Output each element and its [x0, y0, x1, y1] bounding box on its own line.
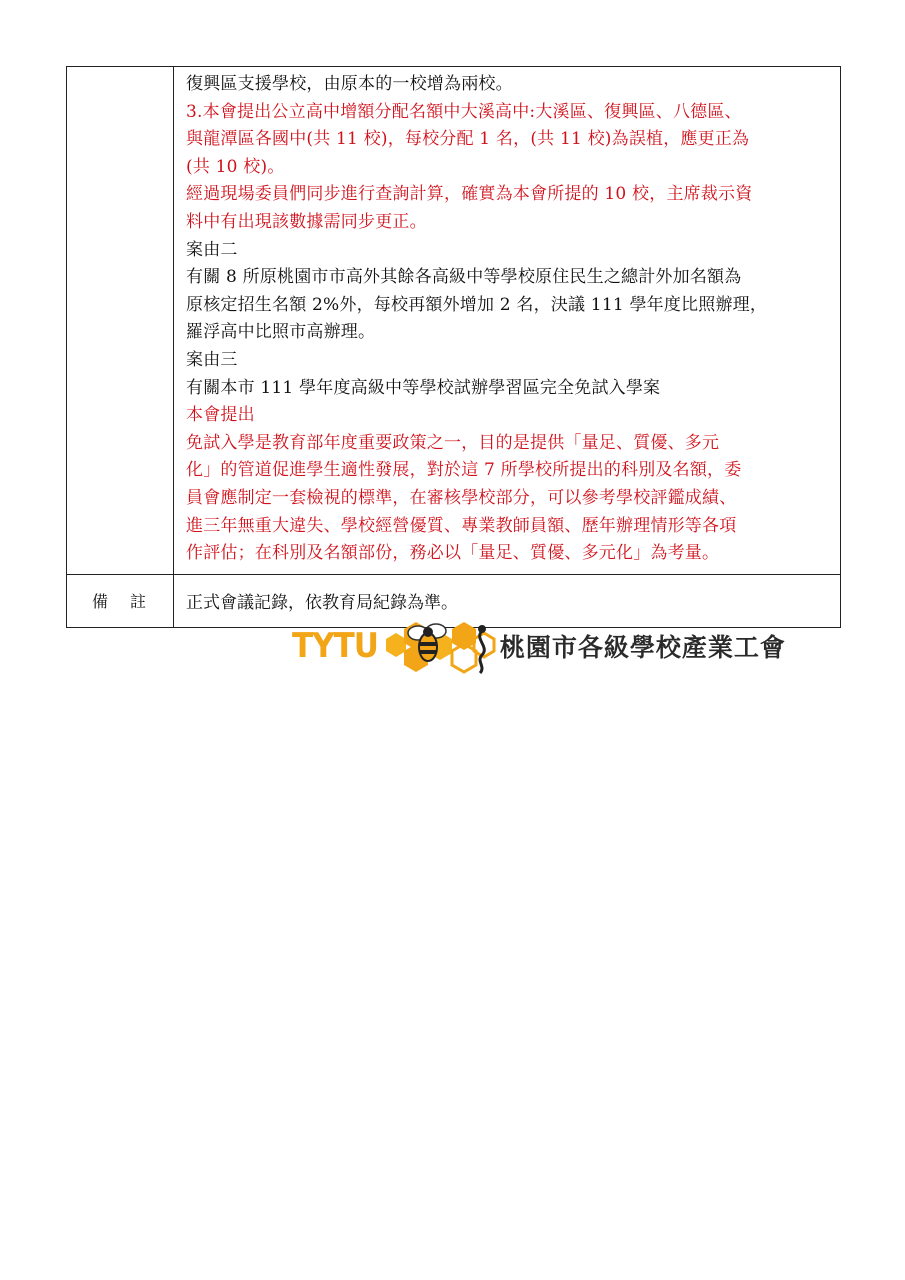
content-line: 羅浮高中比照市高辦理。: [186, 322, 376, 343]
content-line: 3.本會提出公立高中增額分配名額中大溪高中:大溪區、復興區、八德區、: [186, 101, 742, 122]
note-text: 正式會議記錄，依教育局紀錄為準。: [174, 574, 841, 627]
content-line: 有關 8 所原桃園市市高外其餘各高級中等學校原住民生之總計外加名額為: [186, 267, 742, 288]
union-logo: [292, 617, 822, 675]
content-line: 與龍潭區各國中(共 11 校)，每校分配 1 名，(共 11 校)為誤植，應更正為: [186, 129, 750, 150]
logo-abbr: TYTU: [292, 626, 378, 666]
logo-name: 桃園市各級學校產業工會: [499, 633, 786, 662]
content-line: 原核定招生名額 2%外，每校再額外增加 2 名，決議 111 學年度比照辦理，: [186, 294, 768, 315]
note-label: 備註: [67, 574, 174, 627]
bee-honeycomb-icon: [378, 617, 496, 675]
content-line: 料中有出現該數據需同步更正。: [186, 211, 427, 232]
empty-left-cell: [67, 67, 174, 575]
content-line: (共 10 校)。: [186, 156, 285, 177]
content-line: 員會應制定一套檢視的標準，在審核學校部分，可以參考學校評鑑成績、: [186, 487, 737, 508]
case-heading: 案由三: [186, 349, 238, 370]
content-line: 進三年無重大違失、學校經營優質、專業教師員額、歷年辦理情形等各項: [186, 515, 737, 536]
content-line: 復興區支援學校，由原本的一校增為兩校。: [186, 74, 513, 94]
content-cell: [174, 67, 841, 575]
proposal-heading: 本會提出: [186, 405, 255, 426]
minutes-table: [66, 66, 841, 628]
content-line: 化」的管道促進學生適性發展，對於這 7 所學校所提出的科別及名額，委: [186, 460, 742, 481]
case-heading: 案由二: [186, 239, 238, 260]
content-line: 作評估；在科別及名額部份，務必以「量足、質優、多元化」為考量。: [186, 543, 720, 564]
content-line: 經過現場委員們同步進行查詢計算，確實為本會所提的 10 校，主席裁示資: [186, 184, 753, 205]
content-line: 有關本市 111 學年度高級中等學校試辦學習區完全免試入學案: [186, 377, 661, 398]
content-row: [67, 67, 841, 575]
content-line: 免試入學是教育部年度重要政策之一，目的是提供「量足、質優、多元: [186, 432, 720, 453]
